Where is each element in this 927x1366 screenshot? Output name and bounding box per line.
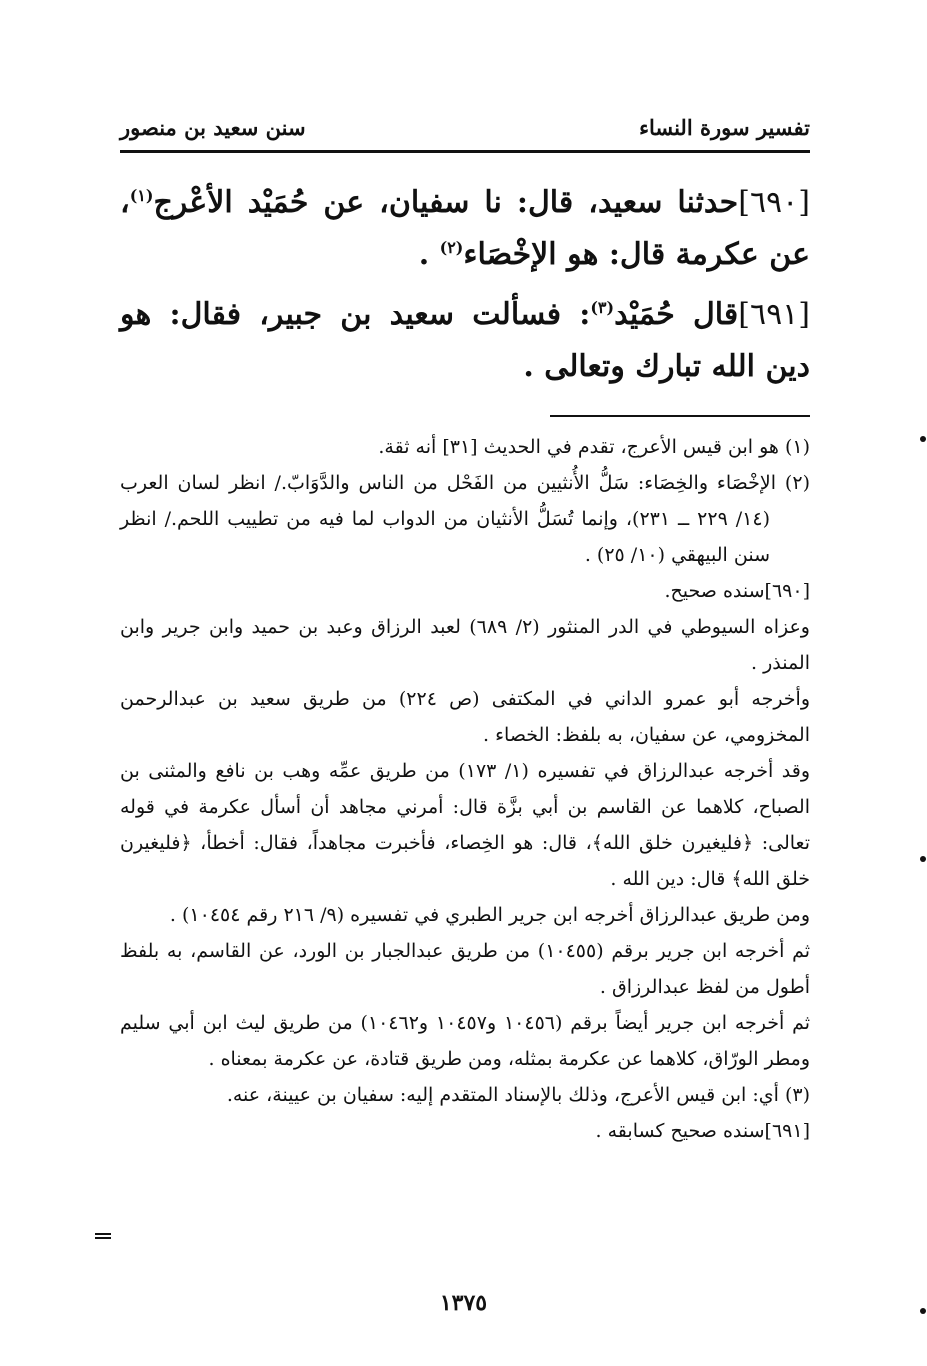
takhrij-691: [٦٩١]سنده صحيح كسابقه . (595, 1120, 810, 1142)
scan-mark (920, 1308, 926, 1314)
footnote-separator (550, 415, 810, 417)
hadith-690 (120, 177, 810, 281)
takhrij-690-paragraph: وعزاه السيوطي في الدر المنثور (٢/ ٦٨٩) لعبد الرزاق وعبد بن حميد وابن جرير وابن المنذر . (120, 616, 810, 674)
footnotes (120, 429, 810, 1149)
takhrij-690-paragraph: ثم أخرجه ابن جرير برقم (١٠٤٥٥) من طريق عبدالجبار بن الورد، عن القاسم، به بلفظ أطول من لفظ عبدالرزاق . (120, 940, 811, 998)
scan-mark (920, 856, 926, 862)
header-rule (120, 150, 810, 153)
footnote-1: (١) هو ابن قيس الأعرج، تقدم في الحديث [٣١] أنه ثقة. (378, 436, 810, 458)
hadith-text: حدثنا سعيد، قال: نا سفيان، عن حُمَيْد الأعْرج (153, 185, 739, 220)
hadith-number: [٦٩٠] (738, 185, 810, 220)
hadith-end: . (418, 237, 440, 272)
takhrij-690-paragraph: وقد أخرجه عبدالرزاق في تفسيره (١/ ١٧٣) من طريق عمِّه وهب بن نافع والمثنى بن الصباح، كلاهما عن القاسم بن أبي بزَّة قال: أمرني مجاهد أن أسأل عكرمة في قوله تعالى: ﴿فليغيرن خلق الله﴾، قال: هو الخِصاء، فأخبرت مجاهداً، فقال: أخطأ، ﴿فليغيرن خلق الله﴾ قال: دين الله . (120, 760, 810, 890)
hadith-text: قال حُمَيْد (614, 297, 739, 332)
footnote-ref: (٣) (590, 298, 615, 317)
running-header (120, 100, 810, 140)
hadith-number: [٦٩١] (738, 297, 811, 332)
takhrij-690-heading: [٦٩٠]سنده صحيح. (664, 580, 810, 602)
takhrij-690-paragraph: ومن طريق عبدالرزاق أخرجه ابن جرير الطبري في تفسيره (٩/ ٢١٦ رقم ١٠٤٥٤) . (169, 904, 810, 926)
hadith-emphasis: هو الإخْصَاء (463, 237, 599, 272)
hadith-emphasis: هو دين الله تبارك وتعالى (120, 297, 810, 384)
footnote-2: (٢) الإخْصَاء والخِصَاء: سَلُّ الأُنثيين من الفَحْل من الناس والدَّوَابّ./ انظر لسان العرب (١٤/ ٢٢٩ ــ ٢٣١)، وإنما تُسَلُّ الأنثيان من الدواب لما فيه من تطييب اللحم./ انظر سنن البيهقي (١٠/ ٢٥) . (120, 472, 810, 566)
takhrij-690-paragraph: ثم أخرجه ابن جرير أيضاً برقم (١٠٤٥٦ و١٠٤٥٧ و١٠٤٦٢) من طريق ليث ابن أبي سليم ومطر الورّاق، كلاهما عن عكرمة بمثله، ومن طريق قتادة، عن عكرمة بمعناه . (120, 1012, 811, 1070)
footnote-3: (٣) أي: ابن قيس الأعرج، وذلك بالإسناد المتقدم إليه: سفيان بن عيينة، عنه. (226, 1084, 810, 1106)
hadith-text: ، عن عكرمة قال: (120, 185, 810, 272)
header-surah-title: تفسير سورة النساء (639, 115, 810, 140)
hadith-end: . (523, 349, 545, 384)
header-book-title: سنن سعيد بن منصور (120, 115, 306, 140)
footnote-ref: (١) (129, 186, 154, 205)
hadith-691 (120, 289, 810, 393)
page-body (120, 100, 810, 1149)
page-number: ١٣٧٥ (439, 1290, 488, 1316)
scan-mark (920, 436, 926, 442)
takhrij-690-paragraph: وأخرجه أبو عمرو الداني في المكتفى (ص ٢٢٤) من طريق سعيد بن عبدالرحمن المخزومي، عن سفيان، به بلفظ: الخصاء . (120, 688, 810, 746)
hadith-text: : فسألت سعيد بن جبير، فقال: (151, 297, 591, 332)
footnote-ref: (٢) (439, 238, 464, 257)
margin-mark (95, 1233, 111, 1239)
